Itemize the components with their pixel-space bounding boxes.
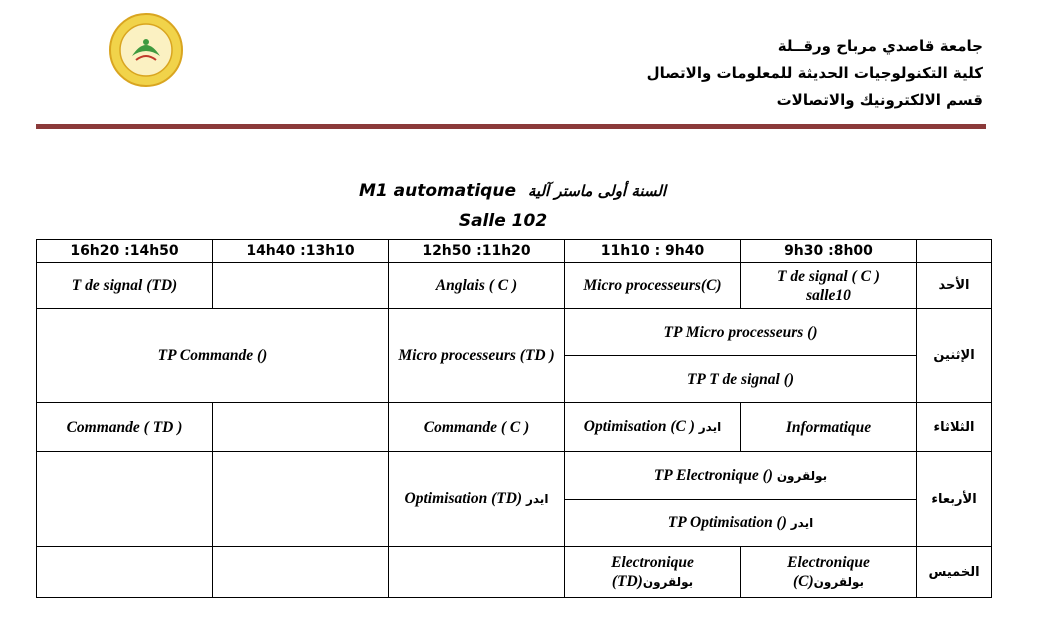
header-divider [36, 124, 986, 129]
teacher-name: ايدر [525, 492, 549, 506]
cell-sunday-slot2: Micro processeurs(C) [565, 263, 741, 309]
time-header-row [37, 240, 992, 263]
day-tuesday: الثلاثاء [917, 403, 992, 452]
cell-monday-morning-b: TP T de signal () [565, 356, 917, 403]
cell-empty [213, 547, 389, 598]
teacher-name: ايدر [698, 420, 722, 434]
schedule-title [0, 181, 1025, 201]
cell-empty [389, 547, 565, 598]
timetable [36, 239, 992, 598]
day-monday: الإثنين [917, 309, 992, 403]
row-tuesday [37, 403, 992, 452]
title-arabic: السنة أولى ماستر آلية [527, 182, 667, 200]
faculty-name: كلية التكنولوجيات الحديثة للمعلومات والاتصال [646, 64, 983, 82]
cell-wednesday-slot3 [389, 452, 565, 547]
cell-empty [37, 452, 213, 547]
day-header-corner [917, 240, 992, 263]
course-text: TP Electronique () [653, 466, 773, 484]
department-name: قسم الالكترونيك والاتصالات [776, 91, 983, 109]
cell-wednesday-morning-b [565, 500, 917, 547]
title-latin: M1 automatique [358, 181, 516, 201]
cell-thursday-slot1 [741, 547, 917, 598]
cell-sunday-slot1 [741, 263, 917, 309]
row-thursday [37, 547, 992, 598]
cell-monday-morning-a: TP Micro processeurs () [565, 309, 917, 356]
cell-tuesday-slot2 [565, 403, 741, 452]
day-sunday: الأحد [917, 263, 992, 309]
time-slot: 14h40 :13h10 [213, 240, 389, 263]
course-type: (TD) [611, 572, 643, 590]
cell-wednesday-morning-a [565, 452, 917, 500]
course-line: T de signal ( C ) [777, 267, 880, 285]
time-slot: 12h50 :11h20 [389, 240, 565, 263]
row-sunday [37, 263, 992, 309]
day-wednesday: الأربعاء [917, 452, 992, 547]
time-slot: 16h20 :14h50 [37, 240, 213, 263]
cell-tuesday-slot1: Informatique [741, 403, 917, 452]
row-monday-a [37, 309, 992, 356]
cell-sunday-slot3: Anglais ( C ) [389, 263, 565, 309]
course-text: Optimisation (C ) [583, 418, 695, 435]
course-line: Electronique [787, 553, 870, 571]
teacher-name: بولقرون [776, 468, 828, 483]
cell-sunday-slot5: T de signal (TD) [37, 263, 213, 309]
cell-tuesday-slot3: Commande ( C ) [389, 403, 565, 452]
course-line: Electronique [611, 553, 694, 571]
cell-thursday-slot2 [565, 547, 741, 598]
university-logo [108, 12, 184, 88]
time-slot: 11h10 : 9h40 [565, 240, 741, 263]
cell-tuesday-slot5: Commande ( TD ) [37, 403, 213, 452]
cell-monday-afternoon: TP Commande () [37, 309, 389, 403]
day-thursday: الخميس [917, 547, 992, 598]
teacher-name: بولقرون [813, 574, 864, 589]
cell-monday-slot3: Micro processeurs (TD ) [389, 309, 565, 403]
row-wednesday-a [37, 452, 992, 500]
teacher-name: ايدر [790, 516, 814, 530]
time-slot: 9h30 :8h00 [741, 240, 917, 263]
institution-header [647, 33, 983, 114]
cell-empty [213, 263, 389, 309]
course-text: Optimisation (TD) [404, 490, 523, 507]
cell-empty [213, 452, 389, 547]
university-name: جامعة قاصدي مرباح ورقــلة [777, 37, 983, 55]
teacher-name: بولقرون [642, 574, 694, 589]
cell-empty [213, 403, 389, 452]
course-type: (C) [792, 572, 814, 590]
course-text: TP Optimisation () [667, 514, 787, 531]
cell-empty [37, 547, 213, 598]
room-line: salle10 [806, 286, 851, 304]
room-label: Salle 102 [458, 211, 548, 231]
